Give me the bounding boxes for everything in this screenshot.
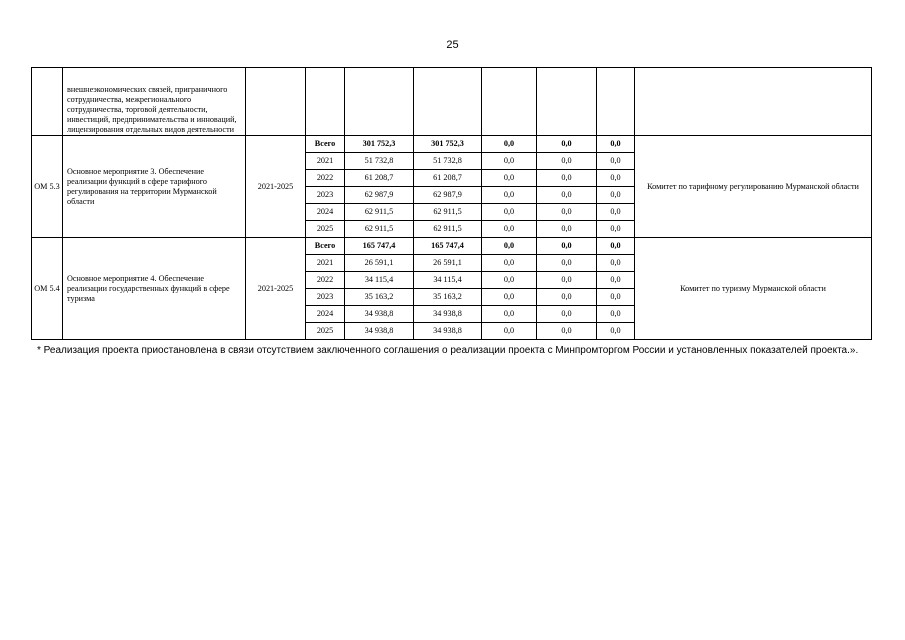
year-cell: 2025	[306, 221, 345, 238]
amount-cell: 0,0	[482, 272, 537, 289]
amount-cell: 0,0	[537, 153, 597, 170]
amount-cell: 0,0	[482, 153, 537, 170]
amount-cell: 34 115,4	[414, 272, 482, 289]
amount-cell: 62 911,5	[345, 221, 414, 238]
amount-cell: 165 747,4	[345, 238, 414, 255]
amount-cell: 0,0	[537, 272, 597, 289]
amount-cell: 0,0	[597, 255, 635, 272]
measure-name: Основное мероприятие 4. Обеспечение реализации государственных функций в сфере туризма	[63, 238, 246, 340]
measure-total-row	[32, 238, 872, 255]
year-cell: 2023	[306, 187, 345, 204]
amount-cell: 0,0	[482, 221, 537, 238]
amount-cell: 26 591,1	[345, 255, 414, 272]
measure-executor: Комитет по туризму Мурманской области	[635, 238, 872, 340]
amount-cell: 0,0	[597, 221, 635, 238]
year-cell: 2022	[306, 170, 345, 187]
measure-code: ОМ 5.4	[32, 238, 63, 340]
year-cell: 2024	[306, 306, 345, 323]
continuation-empty-cell	[537, 68, 597, 136]
amount-cell: 62 987,9	[345, 187, 414, 204]
year-cell: 2021	[306, 255, 345, 272]
year-cell: 2023	[306, 289, 345, 306]
amount-cell: 0,0	[537, 255, 597, 272]
amount-cell: 0,0	[597, 238, 635, 255]
amount-cell: 0,0	[482, 306, 537, 323]
amount-cell: 0,0	[597, 323, 635, 340]
continuation-name-cell: внешнеэкономических связей, приграничного сотрудничества, межрегионального сотрудничества, торговой деятельности, инвестиций, предпринимательства и инноваций, лицензирования отдельных видов деятельности	[63, 68, 246, 136]
amount-cell: 62 911,5	[414, 221, 482, 238]
amount-cell: 0,0	[537, 306, 597, 323]
amount-cell: 0,0	[597, 289, 635, 306]
amount-cell: 34 938,8	[345, 323, 414, 340]
amount-cell: 26 591,1	[414, 255, 482, 272]
amount-cell: 0,0	[537, 136, 597, 153]
amount-cell: 0,0	[597, 306, 635, 323]
amount-cell: 35 163,2	[345, 289, 414, 306]
continuation-empty-cell	[482, 68, 537, 136]
amount-cell: 0,0	[537, 204, 597, 221]
amount-cell: 0,0	[482, 170, 537, 187]
measure-executor: Комитет по тарифному регулированию Мурманской области	[635, 136, 872, 238]
year-cell: 2022	[306, 272, 345, 289]
amount-cell: 51 732,8	[345, 153, 414, 170]
amount-cell: 0,0	[597, 170, 635, 187]
amount-cell: 0,0	[482, 187, 537, 204]
year-cell: 2024	[306, 204, 345, 221]
continuation-empty-cell	[345, 68, 414, 136]
footnote: * Реализация проекта приостановлена в связи отсутствием заключенного соглашения о реализации проекта с Минпромторгом России и установленных показателей проекта.».	[37, 345, 859, 356]
measure-total-row	[32, 136, 872, 153]
amount-cell: 0,0	[597, 136, 635, 153]
year-cell: 2021	[306, 153, 345, 170]
amount-cell: 0,0	[482, 238, 537, 255]
amount-cell: 0,0	[482, 289, 537, 306]
amount-cell: 301 752,3	[414, 136, 482, 153]
continuation-empty-cell	[635, 68, 872, 136]
amount-cell: 34 938,8	[345, 306, 414, 323]
amount-cell: 0,0	[537, 238, 597, 255]
amount-cell: 61 208,7	[414, 170, 482, 187]
measure-code: ОМ 5.3	[32, 136, 63, 238]
amount-cell: 0,0	[482, 255, 537, 272]
amount-cell: 0,0	[537, 187, 597, 204]
amount-cell: 34 115,4	[345, 272, 414, 289]
year-cell: Всего	[306, 136, 345, 153]
continuation-empty-cell	[306, 68, 345, 136]
amount-cell: 0,0	[482, 136, 537, 153]
amount-cell: 62 987,9	[414, 187, 482, 204]
page-number: 25	[446, 39, 459, 51]
year-cell: 2025	[306, 323, 345, 340]
amount-cell: 34 938,8	[414, 306, 482, 323]
amount-cell: 301 752,3	[345, 136, 414, 153]
measure-period: 2021-2025	[246, 136, 306, 238]
amount-cell: 61 208,7	[345, 170, 414, 187]
continuation-empty-cell	[597, 68, 635, 136]
continuation-empty-cell	[246, 68, 306, 136]
amount-cell: 0,0	[482, 323, 537, 340]
amount-cell: 51 732,8	[414, 153, 482, 170]
amount-cell: 35 163,2	[414, 289, 482, 306]
amount-cell: 62 911,5	[414, 204, 482, 221]
amount-cell: 0,0	[537, 323, 597, 340]
amount-cell: 0,0	[482, 204, 537, 221]
amount-cell: 0,0	[537, 289, 597, 306]
amount-cell: 62 911,5	[345, 204, 414, 221]
continuation-empty-cell	[414, 68, 482, 136]
amount-cell: 0,0	[597, 204, 635, 221]
amount-cell: 0,0	[537, 221, 597, 238]
continuation-code-cell	[32, 68, 63, 136]
amount-cell: 0,0	[597, 272, 635, 289]
amount-cell: 0,0	[597, 153, 635, 170]
measure-name: Основное мероприятие 3. Обеспечение реализации функций в сфере тарифного регулирования на территории Мурманской области	[63, 136, 246, 238]
year-cell: Всего	[306, 238, 345, 255]
amount-cell: 34 938,8	[414, 323, 482, 340]
table-body	[32, 68, 872, 340]
amount-cell: 0,0	[537, 170, 597, 187]
amount-cell: 0,0	[597, 187, 635, 204]
amount-cell: 165 747,4	[414, 238, 482, 255]
continuation-row	[32, 68, 872, 136]
program-measures-table	[31, 67, 872, 340]
measure-period: 2021-2025	[246, 238, 306, 340]
